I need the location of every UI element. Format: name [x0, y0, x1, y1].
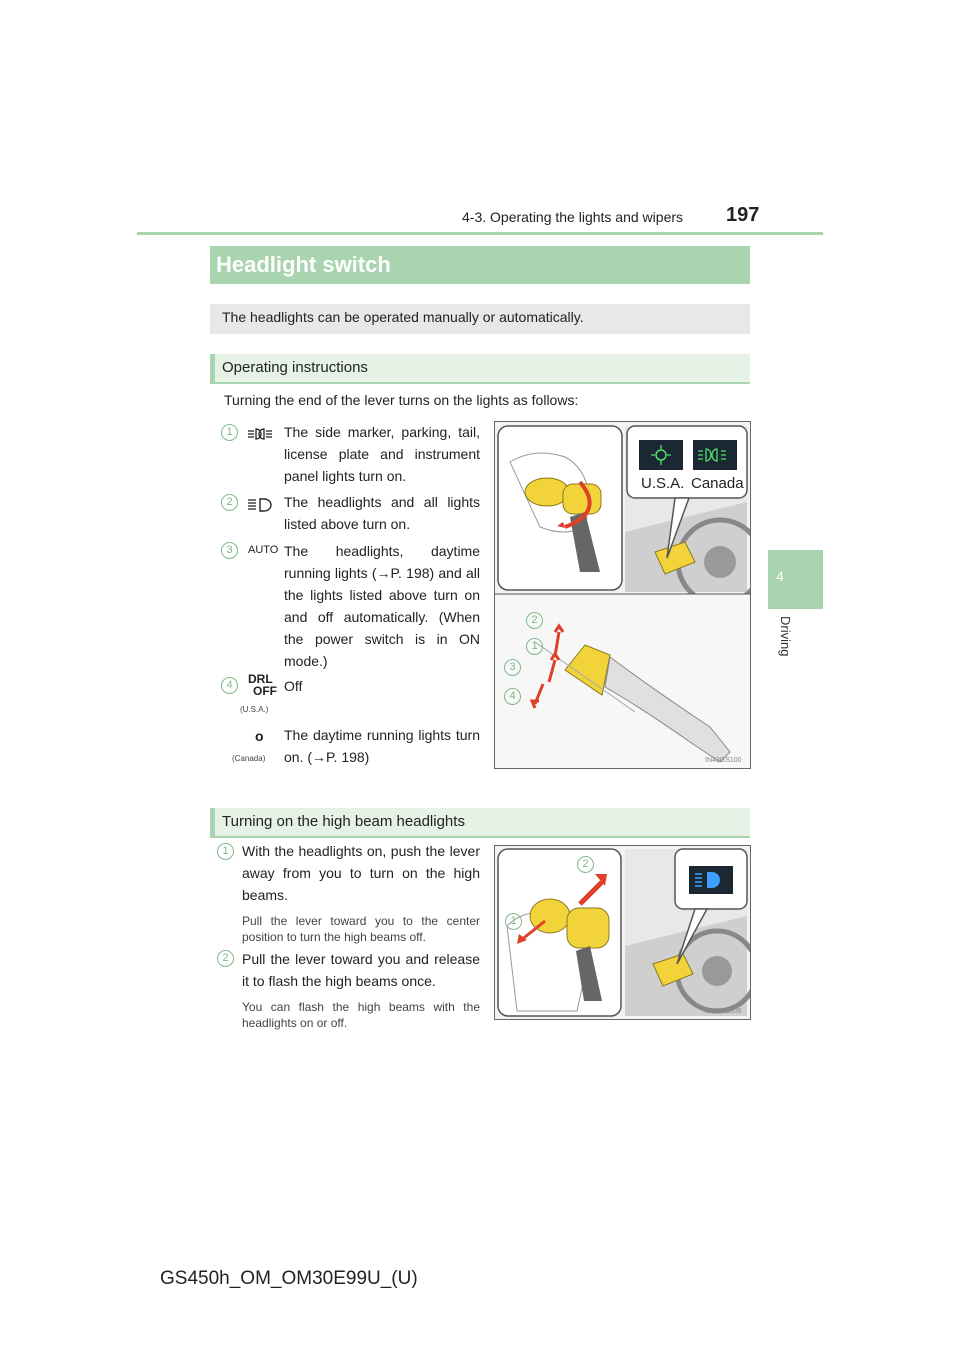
off-label: OFF [253, 684, 277, 698]
item-number-2: 2 [221, 494, 238, 511]
high-beam-text-1: With the headlights on, push the lever away from you to turn on the high beams. [242, 843, 480, 903]
high-beam-note-2: You can flash the high beams with the headlights on or off. [242, 1000, 480, 1030]
region-canada: (Canada) [232, 754, 266, 763]
figure-callout-4: 4 [504, 688, 521, 705]
document-footer: GS450h_OM_OM30E99U_(U) [160, 1268, 418, 1289]
headlight-icon [246, 496, 274, 514]
headlight-switch-illustration [495, 422, 750, 768]
headlight-switch-figure [494, 421, 751, 769]
high-beam-callout-1: 1 [505, 913, 522, 930]
item-number-4: 4 [221, 677, 238, 694]
high-beam-note-1: Pull the lever toward you to the center position to turn the high beams off. [242, 914, 480, 944]
chapter-number: 4 [776, 568, 784, 584]
operating-lead: Turning the end of the lever turns on the lights as follows: [224, 392, 579, 408]
high-beam-figure [494, 845, 751, 1020]
drl-canada-symbol: o [255, 728, 264, 744]
running-header: 4-3. Operating the lights and wipers [462, 209, 684, 225]
figure-callout-1: 1 [526, 638, 543, 655]
high-beam-illustration [495, 846, 750, 1019]
item-text-3: The headlights, daytime running lights (→P. 198) and all the lights listed above turn on and off automatically. (When the power switch is in ON mode.) [284, 543, 480, 669]
item-number-3: 3 [221, 542, 238, 559]
drl-label: DRL [248, 672, 273, 686]
high-beam-number-1: 1 [217, 843, 234, 860]
subsection-operating-bar [210, 354, 750, 384]
parking-lights-icon [246, 426, 274, 442]
drl-off-symbol [248, 673, 277, 697]
high-beam-callout-2: 2 [577, 856, 594, 873]
figure-label-canada: Canada [691, 475, 744, 492]
high-beam-number-2: 2 [217, 950, 234, 967]
item-text-1: The side marker, parking, tail, license plate and instrument panel lights turn on. [284, 424, 480, 484]
item-text-4: Off [284, 678, 303, 694]
figure-code: IN43GS100 [705, 757, 742, 764]
figure-callout-2: 2 [526, 612, 543, 629]
region-usa: (U.S.A.) [240, 705, 269, 714]
figure-callout-3: 3 [504, 659, 521, 676]
auto-symbol: AUTO [248, 544, 279, 556]
item-number-1: 1 [221, 424, 238, 441]
section-title: Headlight switch [216, 252, 391, 277]
subsection-high-beam-title: Turning on the high beam headlights [222, 813, 465, 830]
figure-label-usa: U.S.A. [641, 475, 685, 492]
item-text-canada: The daytime running lights turn on. (→P. 198) [284, 727, 480, 765]
high-beam-figure-code: IN43GS106 [705, 1008, 742, 1015]
page-number: 197 [726, 204, 760, 226]
item-text-2: The headlights and all lights listed above turn on. [284, 494, 480, 532]
subsection-high-beam-bar [210, 808, 750, 838]
chapter-label: Driving [778, 616, 793, 657]
header-rule [137, 232, 823, 235]
subsection-operating-title: Operating instructions [222, 359, 368, 376]
high-beam-text-2: Pull the lever toward you and release it to flash the high beams once. [242, 951, 480, 989]
intro-text: The headlights can be operated manually or automatically. [222, 309, 584, 325]
